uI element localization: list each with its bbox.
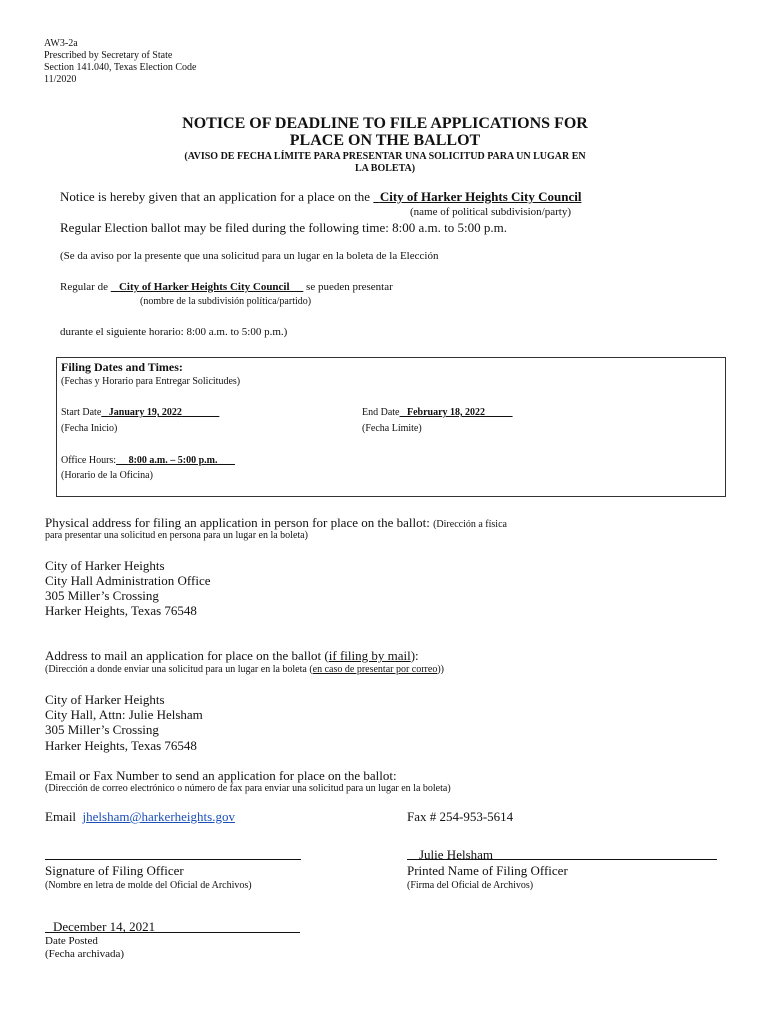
notice-time-line: Regular Election ballot may be filed during the following time: 8:00 a.m. to 5:00 p.m. (60, 220, 507, 235)
office-hours-row (61, 455, 235, 467)
signature-label-es: (Nombre en letra de molde del Oficial de Archivos) (45, 880, 252, 891)
subdivision-hint-es: (nombre de la subdivisión política/partido) (140, 296, 312, 307)
contact-label: Email or Fax Number to send an application for place on the ballot: (45, 768, 397, 783)
email-label: Email (45, 809, 77, 824)
regular-de-label: Regular de (60, 281, 108, 293)
physical-address-line: Harker Heights, Texas 76548 (45, 603, 197, 618)
page-title-line2: PLACE ON THE BALLOT (289, 132, 481, 149)
notice-intro (60, 189, 581, 205)
date-posted-label: Date Posted (45, 935, 98, 947)
form-revision-date: 11/2020 (44, 74, 77, 85)
signature-label: Signature of Filing Officer (45, 863, 184, 878)
end-date-label: End Date (362, 407, 400, 418)
end-date-value: February 18, 2022 (407, 407, 486, 418)
form-id: AW3-2a (44, 38, 78, 49)
end-date-row (362, 407, 513, 419)
start-date-row (61, 407, 219, 419)
mail-address-line: 305 Miller’s Crossing (45, 722, 159, 737)
office-hours-label: Office Hours: (61, 455, 117, 466)
office-hours-value: 8:00 a.m. – 5:00 p.m. (128, 455, 218, 466)
fax-number: Fax # 254-953-5614 (407, 809, 514, 824)
section-reference: Section 141.040, Texas Election Code (44, 62, 197, 73)
start-date-es: (Fecha Inicio) (61, 423, 118, 434)
pueden-presentar: se pueden presentar (306, 281, 393, 293)
signature-line (45, 859, 301, 860)
page-subtitle-line2: LA BOLETA) (354, 163, 416, 174)
notice-spanish-intro: (Se da aviso por la presente que una solicitud para un lugar en la boleta de la Elección (60, 250, 439, 262)
date-posted-value: December 14, 2021 (53, 919, 156, 934)
filing-heading: Filing Dates and Times: (61, 360, 183, 374)
physical-address-label-es: para presentar una solicitud en persona para un lugar en la boleta) (45, 530, 308, 541)
mail-address-line: City of Harker Heights (45, 692, 165, 707)
start-date-label: Start Date (61, 407, 102, 418)
mail-address-label-es: (Dirección a donde enviar una solicitud para un lugar en la boleta (en caso de presentar por correo)) (45, 664, 445, 675)
subdivision-value-es: City of Harker Heights City Council (118, 281, 290, 293)
physical-address-line: 305 Miller’s Crossing (45, 588, 159, 603)
mail-address-label: Address to mail an application for place on the ballot (if filing by mail): (45, 648, 419, 663)
notice-spanish-subdivision (60, 281, 393, 293)
printed-name-value: Julie Helsham (419, 847, 494, 862)
subdivision-hint: (name of political subdivision/party) (410, 206, 571, 218)
mail-address-line: Harker Heights, Texas 76548 (45, 738, 197, 753)
printed-name-label-es: (Firma del Oficial de Archivos) (407, 880, 534, 891)
filing-heading-es: (Fechas y Horario para Entregar Solicitudes) (61, 376, 241, 387)
contact-label-es: (Dirección de correo electrónico o número de fax para enviar una solicitud para un lugar en la boleta) (45, 783, 451, 794)
physical-address-line: City of Harker Heights (45, 558, 165, 573)
printed-name-label: Printed Name of Filing Officer (407, 863, 568, 878)
subdivision-value: City of Harker Heights City Council (379, 189, 582, 204)
physical-address-line: City Hall Administration Office (45, 573, 211, 588)
office-hours-es: (Horario de la Oficina) (61, 470, 153, 481)
date-posted-label-es: (Fecha archivada) (45, 948, 125, 960)
end-date-es: (Fecha Límite) (362, 423, 422, 434)
notice-spanish-hours: durante el siguiente horario: 8:00 a.m. to 5:00 p.m.) (60, 326, 288, 338)
email-row (45, 809, 235, 825)
page-subtitle: (AVISO DE FECHA LÍMITE PARA PRESENTAR UNA SOLICITUD PARA UN LUGAR EN (184, 151, 586, 162)
prescribed-by: Prescribed by Secretary of State (44, 50, 173, 61)
page-title: NOTICE OF DEADLINE TO FILE APPLICATIONS FOR (182, 115, 588, 132)
physical-address-label: Physical address for filing an application in person for place on the ballot: (Dirección a física (45, 515, 507, 530)
mail-address-line: City Hall, Attn: Julie Helsham (45, 707, 203, 722)
start-date-value: January 19, 2022 (108, 407, 182, 418)
email-link[interactable]: jhelsham@harkerheights.gov (82, 809, 235, 824)
notice-intro-text: Notice is hereby given that an application for a place on the (60, 189, 371, 204)
